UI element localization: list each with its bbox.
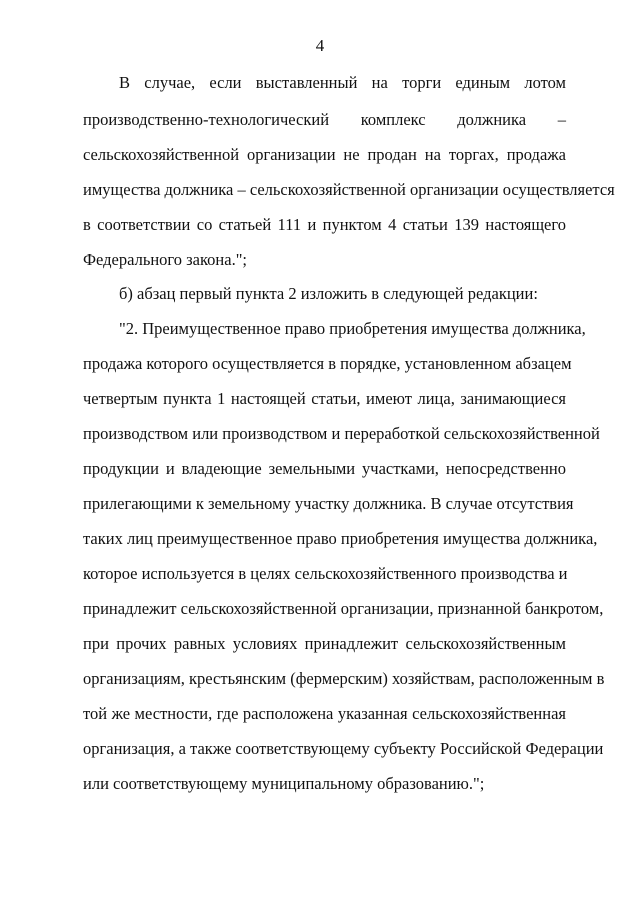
text-line: четвертым пункта 1 настоящей статьи, имеют лица, занимающиеся [83, 389, 566, 408]
text-line: сельскохозяйственной организации не продан на торгах, продажа [83, 145, 566, 164]
text-line: Федерального закона."; [83, 250, 248, 269]
text-line: "2. Преимущественное право приобретения имущества должника, [119, 319, 586, 338]
text-line: В случае, если выставленный на торги единым лотом [119, 73, 566, 92]
text-line: б) абзац первый пункта 2 изложить в следующей редакции: [119, 284, 538, 303]
text-line: организациям, крестьянским (фермерским) хозяйствам, расположенным в [83, 669, 605, 688]
text-line: продукции и владеющие земельными участками, непосредственно [83, 459, 566, 478]
text-line: производственно-технологический комплекс должника – [83, 110, 566, 129]
page-number: 4 [315, 36, 325, 55]
text-line: принадлежит сельскохозяйственной организации, признанной банкротом, [83, 599, 604, 618]
text-line: продажа которого осуществляется в порядке, установленном абзацем [83, 354, 572, 373]
text-line: при прочих равных условиях принадлежит сельскохозяйственным [83, 634, 566, 653]
text-line: таких лиц преимущественное право приобретения имущества должника, [83, 529, 598, 548]
text-line: которое используется в целях сельскохозяйственного производства и [83, 564, 568, 583]
text-line: в соответствии со статьей 111 и пунктом 4 статьи 139 настоящего [83, 215, 566, 234]
text-line: организация, а также соответствующему субъекту Российской Федерации [83, 739, 604, 758]
text-line: прилегающими к земельному участку должника. В случае отсутствия [83, 494, 574, 513]
text-line: имущества должника – сельскохозяйственной организации осуществляется [83, 180, 615, 199]
text-line: производством или производством и переработкой сельскохозяйственной [83, 424, 600, 443]
text-line: или соответствующему муниципальному образованию."; [83, 774, 485, 793]
text-line: той же местности, где расположена указанная сельскохозяйственная [83, 704, 566, 723]
